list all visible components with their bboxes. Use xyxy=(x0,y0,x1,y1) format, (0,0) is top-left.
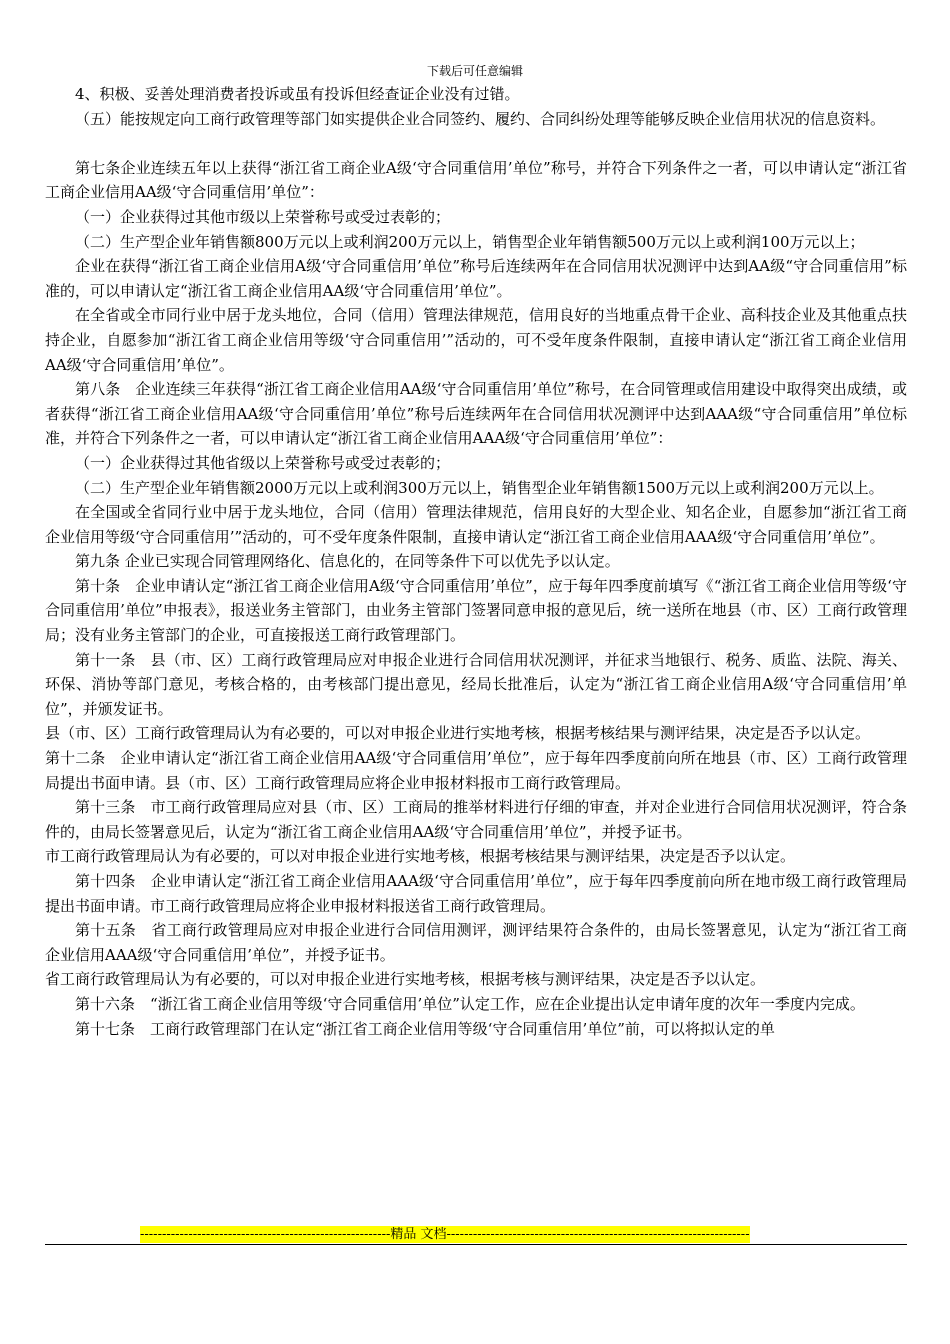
article-13: 第十三条 市工商行政管理局应对县（市、区）工商局的推举材料进行仔细的审查，并对企业进行合同信用状况测评，符合条件的，由局长签署意见后，认定为“浙江省工商企业信用AA级‘守合同重信用’单位”，并授予证书。 xyxy=(45,798,907,841)
paragraph: 在全省或全市同行业中居于龙头地位，合同（信用）管理法律规范，信用良好的当地重点骨干企业、高科技企业及其他重点扶持企业，自愿参加“浙江省工商企业信用等级‘守合同重信用’”活动的，可不受年度条件限制，直接申请认定“浙江省工商企业信用AA级‘守合同重信用’单位”。 xyxy=(45,306,907,374)
paragraph: （二）生产型企业年销售额2000万元以上或利润300万元以上，销售型企业年销售额1500万元以上或利润200万元以上。 xyxy=(75,478,884,497)
paragraph: 4、积极、妥善处理消费者投诉或虽有投诉但经查证企业没有过错。 xyxy=(75,85,520,103)
paragraph: （五）能按规定向工商行政管理等部门如实提供企业合同签约、履约、合同纠纷处理等能够反映企业信用状况的信息资料。 xyxy=(75,109,886,128)
paragraph: 市工商行政管理局认为有必要的，可以对申报企业进行实地考核，根据考核结果与测评结果，决定是否予以认定。 xyxy=(45,847,796,866)
article-16: 第十六条 “浙江省工商企业信用等级‘守合同重信用’单位”认定工作，应在企业提出认定申请年度的次年一季度内完成。 xyxy=(75,994,865,1013)
article-11: 第十一条 县（市、区）工商行政管理局应对申报企业进行合同信用状况测评，并征求当地银行、税务、质监、法院、海关、环保、消协等部门意见，考核合格的，由考核部门提出意见，经局长批准后，认定为“浙江省工商企业信用A级‘守合同重信用’单位”，并颁发证书。 xyxy=(45,650,907,718)
paragraph: （一）企业获得过其他省级以上荣誉称号或受过表彰的； xyxy=(75,453,451,472)
article-7: 第七条企业连续五年以上获得“浙江省工商企业A级‘守合同重信用’单位”称号，并符合下列条件之一者，可以申请认定“浙江省工商企业信用AA级‘守合同重信用’单位”： xyxy=(45,158,907,202)
article-10: 第十条 企业申请认定“浙江省工商企业信用A级‘守合同重信用’单位”，应于每年四季度前填写《“浙江省工商企业信用等级‘守合同重信用’单位”申报表》，报送业务主管部门，由业务主管部门签署同意申报的意见后，统一送所在地县（市、区）工商行政管理局；没有业务主管部门的企业，可直接报送工商行政管理部门。 xyxy=(45,576,907,645)
page-footer: ---------------------------------------------------------精品 文档--------------------------------------------------------------------- xyxy=(140,1227,750,1242)
article-9: 第九条 企业已实现合同管理网络化、信息化的，在同等条件下可以优先予以认定。 xyxy=(75,552,620,571)
paragraph: 县（市、区）工商行政管理局认为有必要的，可以对申报企业进行实地考核，根据考核结果与测评结果，决定是否予以认定。 xyxy=(45,724,871,743)
paragraph: 在全国或全省同行业中居于龙头地位，合同（信用）管理法律规范，信用良好的大型企业、知名企业，自愿参加“浙江省工商企业信用等级‘守合同重信用’”活动的，可不受年度条件限制，直接申请认定“浙江省工商企业信用AAA级‘守合同重信用’单位”。 xyxy=(45,503,907,546)
paragraph: （一）企业获得过其他市级以上荣誉称号或受过表彰的； xyxy=(75,207,451,226)
document-body xyxy=(45,82,907,1041)
paragraph: （二）生产型企业年销售额800万元以上或利润200万元以上，销售型企业年销售额500万元以上或利润100万元以上； xyxy=(75,232,865,251)
article-17: 第十七条 工商行政管理部门在认定“浙江省工商企业信用等级‘守合同重信用’单位”前，可以将拟认定的单 xyxy=(75,1019,775,1038)
article-14: 第十四条 企业申请认定“浙江省工商企业信用AAA级‘守合同重信用’单位”，应于每年四季度前向所在地市级工商行政管理局提出书面申请。市工商行政管理局应将企业申报材料报送省工商行政管理局。 xyxy=(45,872,907,915)
paragraph: 企业在获得“浙江省工商企业信用A级‘守合同重信用’单位”称号后连续两年在合同信用状况测评中达到AA级“守合同重信用”标准的，可以申请认定“浙江省工商企业信用AA级‘守合同重信用’单位”。 xyxy=(45,257,907,300)
article-8: 第八条 企业连续三年获得“浙江省工商企业信用AA级‘守合同重信用’单位”称号，在合同管理或信用建设中取得突出成绩，或者获得“浙江省工商企业信用AA级‘守合同重信用’单位”称号后连续两年在合同信用状况测评中达到AAA级“守合同重信用”单位标准，并符合下列条件之一者，可以申请认定“浙江省工商企业信用AAA级‘守合同重信用’单位”： xyxy=(45,380,907,448)
paragraph: 省工商行政管理局认为有必要的，可以对申报企业进行实地考核，根据考核与测评结果，决定是否予以认定。 xyxy=(45,970,766,989)
page-header: 下载后可任意编辑 xyxy=(426,64,523,78)
article-15: 第十五条 省工商行政管理局应对申报企业进行合同信用测评，测评结果符合条件的，由局长签署意见，认定为“浙江省工商企业信用AAA级‘守合同重信用’单位”，并授予证书。 xyxy=(45,921,907,964)
article-12: 第十二条 企业申请认定“浙江省工商企业信用AA级‘守合同重信用’单位”，应于每年四季度前向所在地县（市、区）工商行政管理局提出书面申请。县（市、区）工商行政管理局应将企业申报材料报市工商行政管理局。 xyxy=(45,749,907,792)
footer-divider xyxy=(45,1244,907,1245)
